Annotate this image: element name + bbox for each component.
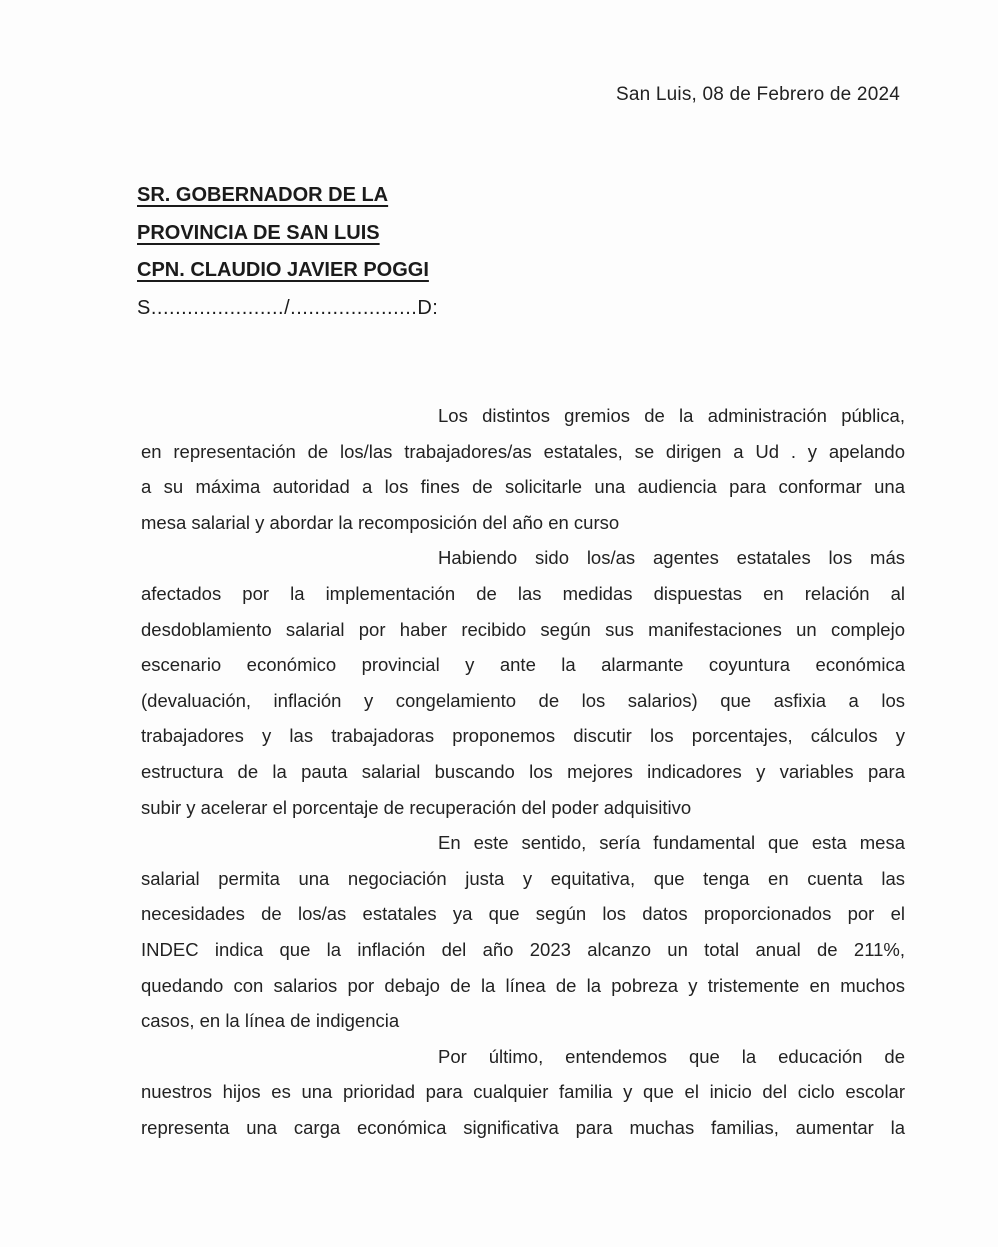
body-line: Por último, entendemos que la educación de [438, 1045, 905, 1067]
body-line: Habiendo sido los/as agentes estatales los más [438, 547, 905, 569]
letter-date: San Luis, 08 de Febrero de 2024 [615, 84, 900, 105]
addressee-line-1: SR. GOBERNADOR DE LA [137, 184, 389, 206]
addressee-line-2: PROVINCIA DE SAN LUIS [137, 221, 380, 244]
addressee-title [137, 180, 438, 218]
body-line: afectados por la implementación de las medidas dispuestas en relación al [141, 582, 905, 604]
body-line: necesidades de los/as estatales ya que según los datos proporcionados por el [141, 903, 905, 925]
body-line: quedando con salarios por debajo de la línea de la pobreza y tristemente en muchos [141, 974, 905, 996]
body-line: escenario económico provincial y ante la alarmante coyuntura económica [141, 654, 905, 676]
body-line: mesa salarial y abordar la recomposición del año en curso [141, 511, 620, 533]
body-line: trabajadores y las trabajadoras proponemos discutir los porcentajes, cálculos y [141, 725, 905, 747]
body-line: a su máxima autoridad a los fines de solicitarle una audiencia para conformar una [141, 476, 905, 498]
addressee-line-3: CPN. CLAUDIO JAVIER POGGI [137, 259, 429, 281]
body-line: desdoblamiento salarial por haber recibido según sus manifestaciones un complejo [141, 618, 905, 640]
salutation: S....................../.....................D: [137, 296, 439, 319]
body-line: nuestros hijos es una prioridad para cualquier familia y que el inicio del ciclo escolar [141, 1081, 905, 1103]
body-line: subir y acelerar el porcentaje de recuperación del poder adquisitivo [141, 796, 692, 818]
body-line: En este sentido, sería fundamental que esta mesa [438, 832, 905, 854]
body-line: en representación de los/las trabajadores/as estatales, se dirigen a Ud . y apelando [141, 440, 905, 462]
letter-body [141, 398, 905, 1145]
body-line: Los distintos gremios de la administración pública, [438, 405, 905, 426]
body-line: estructura de la pauta salarial buscando los mejores indicadores y variables para [141, 760, 905, 782]
body-line: salarial permita una negociación justa y equitativa, que tenga en cuenta las [141, 867, 905, 889]
addressee-block [137, 180, 438, 330]
body-line: casos, en la línea de indigencia [141, 1010, 400, 1032]
addressee-name [137, 255, 438, 293]
addressee-province [137, 218, 438, 256]
body-line: INDEC indica que la inflación del año 2023 alcanzo un total anual de 211%, [141, 938, 905, 960]
body-line: representa una carga económica significativa para muchas familias, aumentar la [141, 1116, 905, 1138]
body-line: (devaluación, inflación y congelamiento de los salarios) que asfixia a los [141, 689, 905, 711]
